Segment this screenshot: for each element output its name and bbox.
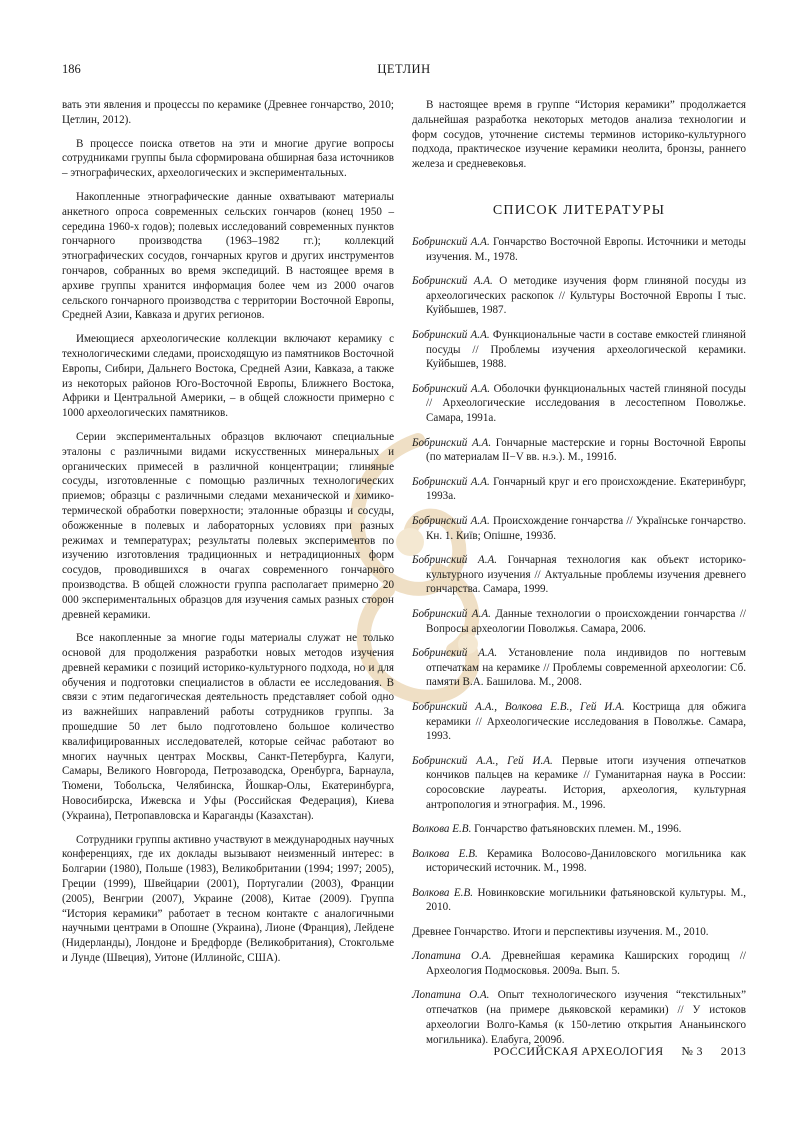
reference-author: Бобринский А.А. (412, 274, 493, 287)
reference-item (412, 607, 746, 637)
reference-item (412, 754, 746, 813)
reference-text: Происхождение гончарства // Українське гончарство. Кн. 1. Київ; Опiшне, 1993б. (426, 514, 746, 542)
reference-text: Установление пола индивидов по ногтевым отпечаткам на керамике // Проблемы современной археологии: Сб. памяти В.А. Башилова. М., 2008. (426, 646, 746, 689)
reference-text: Оболочки функциональных частей глиняной посуды // Археологические исследования в лесостепном Поволжье. Самара, 1991а. (426, 382, 746, 425)
reference-item (412, 822, 746, 837)
reference-author: Волкова Е.В. (412, 886, 474, 899)
reference-text: Гончарный круг и его происхождение. Екатеринбург, 1993а. (426, 475, 747, 503)
reference-author: Бобринский А.А., Гей И.А. (412, 754, 553, 767)
left-column (62, 98, 394, 975)
reference-text: Первые итоги изучения отпечатков кончиков пальцев на керамике // Гуманитарная наука в России: соросовские лауреаты. История, археология, культурная антропология и этнография. М., 1996. (426, 754, 746, 811)
body-paragraph: В процессе поиска ответов на эти и многие другие вопросы сотрудниками группы была сформирована обширная база источников – этнографических, археологических и экспериментальных. (62, 137, 394, 180)
reference-item (412, 235, 746, 265)
reference-item (412, 886, 746, 916)
reference-text: Гончарство фатьяновских племен. М., 1996. (471, 823, 682, 836)
intro-paragraph: В настоящее время в группе “История керамики” продолжается дальнейшая разработка некоторых методов анализа технологии и форм сосудов, уточнение системы терминов историко-культурного подхода, практическое изучение керамики неолита, бронзы, раннего железа и средневековья. (412, 99, 746, 171)
reference-text: Кострища для обжига керамики // Археологические исследования в Поволжье. Самара, 1993. (426, 700, 746, 743)
page-header (0, 62, 808, 80)
reference-item (412, 925, 746, 940)
reference-item (412, 949, 746, 979)
reference-author: Волкова Е.В. (412, 823, 472, 836)
page-number: 186 (62, 62, 81, 76)
reference-author: Лопатина О.А. (412, 989, 490, 1002)
reference-item (412, 847, 746, 877)
body-paragraph: Сотрудники группы активно участвуют в международных научных конференциях, где их доклады вызывают неизменный интерес: в Болгарии (1980), Польше (1983), Великобритании (1994; 1997; 2005), Греции (1999), Швейцарии (2001), Португалии (2003), Франции (2005), Венгрии (2007), Украине (2008), Китае (2009). Группа “История керамики” работает в тесном контакте с аналогичными научными центрами в Опошне (Украина), Лионе (Франция), Лейдене (Нидерланды), Лондоне и Бредфорде (Великобритания), Стокгольме и Лунде (Швеция), Уитоне (Иллинойс, США). (62, 833, 394, 965)
page-footer (494, 1044, 746, 1059)
reference-author: Бобринский А.А. (412, 514, 490, 527)
reference-author: Бобринский А.А. (412, 235, 490, 248)
body-paragraph: Серии экспериментальных образцов включают специальные эталоны с различными видами искусственных минеральных и органических примесей в различной концентрации; глиняные сосуды, изготовленные с помощью различных технологических приемов; образцы с различными следами механической и химико-термической обработки поверхности; эталонные образцы и сосуды, обожженные в полевых и лабораторных условиях при разных режимах и температурах; результаты полевых экспериментов по изучению изготовления традиционных и нетрадиционных форм сосудов, проводившихся в очагах современного гончарного производства. В общей сложности группа располагает примерно 20 000 экспериментальных образцов для изучения самых разных сторон древней керамики. (62, 430, 394, 621)
reference-text: Древнее Гончарство. Итоги и перспективы изучения. М., 2010. (412, 925, 709, 938)
reference-author: Лопатина О.А. (412, 950, 492, 963)
body-paragraph: Все накопленные за многие годы материалы служат не только основой для продолжения разработки новых методов изучения древней керамики с позиций историко-культурного подхода, но и для обучения и подготовки специалистов в области ее исследования. В связи с этим педагогическая деятельность представляет собой одно из важнейших направлений работы сотрудников группы. За прошедшие 50 лет было подготовлено большое количество квалифицированных исследователей, которые сейчас работают во многих научных центрах Москвы, Санкт-Петербурга, Калуги, Самары, Великого Новгорода, Петрозаводска, Оренбурга, Барнаула, Тюмени, Тобольска, Челябинска, Йошкар-Олы, Екатеринбурга, Новосибирска, Ижевска и Уфы (Российская Федерация), Киева (Украина), Петропавловска и Караганды (Казахстан). (62, 632, 394, 822)
reference-text: Древнейшая керамика Каширских городищ // Археология Подмосковья. 2009а. Вып. 5. (426, 950, 746, 977)
reference-text: Данные технологии о происхождении гончарства // Вопросы археологии Поволжья. Самара, 2006. (426, 607, 747, 635)
reference-list (412, 235, 746, 1048)
reference-item (412, 274, 746, 318)
reference-text: Функциональные части в составе емкостей глиняной посуды // Проблемы изучения археологической керамики. Куйбышев, 1988. (426, 328, 746, 371)
reference-item (412, 475, 746, 505)
reference-item (412, 436, 746, 466)
reference-author: Бобринский А.А. (412, 436, 492, 449)
reference-text: О методике изучения форм глиняной посуды из археологических раскопок // Культуры Восточной Европы I тыс. Куйбышев, 1987. (426, 274, 747, 317)
running-title: ЦЕТЛИН (377, 62, 431, 76)
reference-item (412, 514, 746, 544)
reference-author: Бобринский А.А. (412, 382, 491, 395)
journal-name: РОССИЙСКАЯ АРХЕОЛОГИЯ (493, 1044, 664, 1058)
reference-text: Новинковские могильники фатьяновской культуры. М., 2010. (426, 886, 747, 914)
reference-item (412, 988, 746, 1047)
reference-author: Бобринский А.А. (412, 607, 491, 620)
journal-issue: № 3 (681, 1044, 703, 1058)
reference-author: Бобринский А.А., Волкова Е.В., Гей И.А. (412, 700, 625, 713)
reference-text: Гончарство Восточной Европы. Источники и методы изучения. М., 1978. (426, 235, 747, 263)
reference-author: Бобринский А.А. (412, 646, 498, 659)
reference-text: Гончарная технология как объект историко-культурного изучения // Актуальные проблемы изучения древнего гончарства. Самара, 1999. (426, 553, 746, 596)
journal-year: 2013 (720, 1044, 746, 1058)
reference-item (412, 646, 746, 690)
reference-item (412, 700, 746, 744)
reference-text: Опыт технологического изучения “текстильных” отпечатков (на примере дьяковской керамики) // У истоков археологии Волго-Камья (к 150-летию открытия Ананьинского могильника). Елабуга, 2009б. (426, 989, 746, 1046)
reference-author: Бобринский А.А. (412, 553, 498, 566)
reference-text: Керамика Волосово-Даниловского могильника как исторический источник. М., 1998. (426, 847, 747, 875)
reference-item (412, 553, 746, 597)
body-paragraph: вать эти явления и процессы по керамике (Древнее гончарство, 2010; Цетлин, 2012). (62, 99, 394, 126)
reference-author: Бобринский А.А. (412, 328, 490, 341)
reference-item (412, 328, 746, 372)
references-title: СПИСОК ЛИТЕРАТУРЫ (492, 202, 666, 218)
reference-author: Бобринский А.А. (412, 475, 490, 488)
body-paragraph: Имеющиеся археологические коллекции включают керамику с технологическими следами, происходящую из памятников Восточной Европы, Сибири, Дальнего Востока, Средней Азии, Кавказа, а также из некоторых районов Юго-Восточной Европы, Ближнего Востока, Африки и Центральной Америки, – в общей сложности примерно с 1000 археологических памятников. (62, 333, 394, 420)
right-column (412, 98, 746, 1057)
body-paragraph: Накопленные этнографические данные охватывают материалы анкетного опроса современных сельских гончаров (конец 1950 – середина 1960-х годов); полевых исследований современных пунктов гончарного производства (1963–1982 гг.); коллекций этнографических сосудов, гончарных кругов и других инструментов гончаров, собранных во время экспедиций. В настоящее время в архиве группы хранится информация более чем из 2000 очагов сельского гончарного производства с территории Восточной Европы, Средней Азии, Кавказа и других регионов. (62, 190, 394, 322)
reference-text: Гончарные мастерские и горны Восточной Европы (по материалам II−V вв. н.э.). М., 1991б. (426, 436, 747, 464)
reference-item (412, 382, 746, 426)
reference-author: Волкова Е.В. (412, 847, 478, 860)
